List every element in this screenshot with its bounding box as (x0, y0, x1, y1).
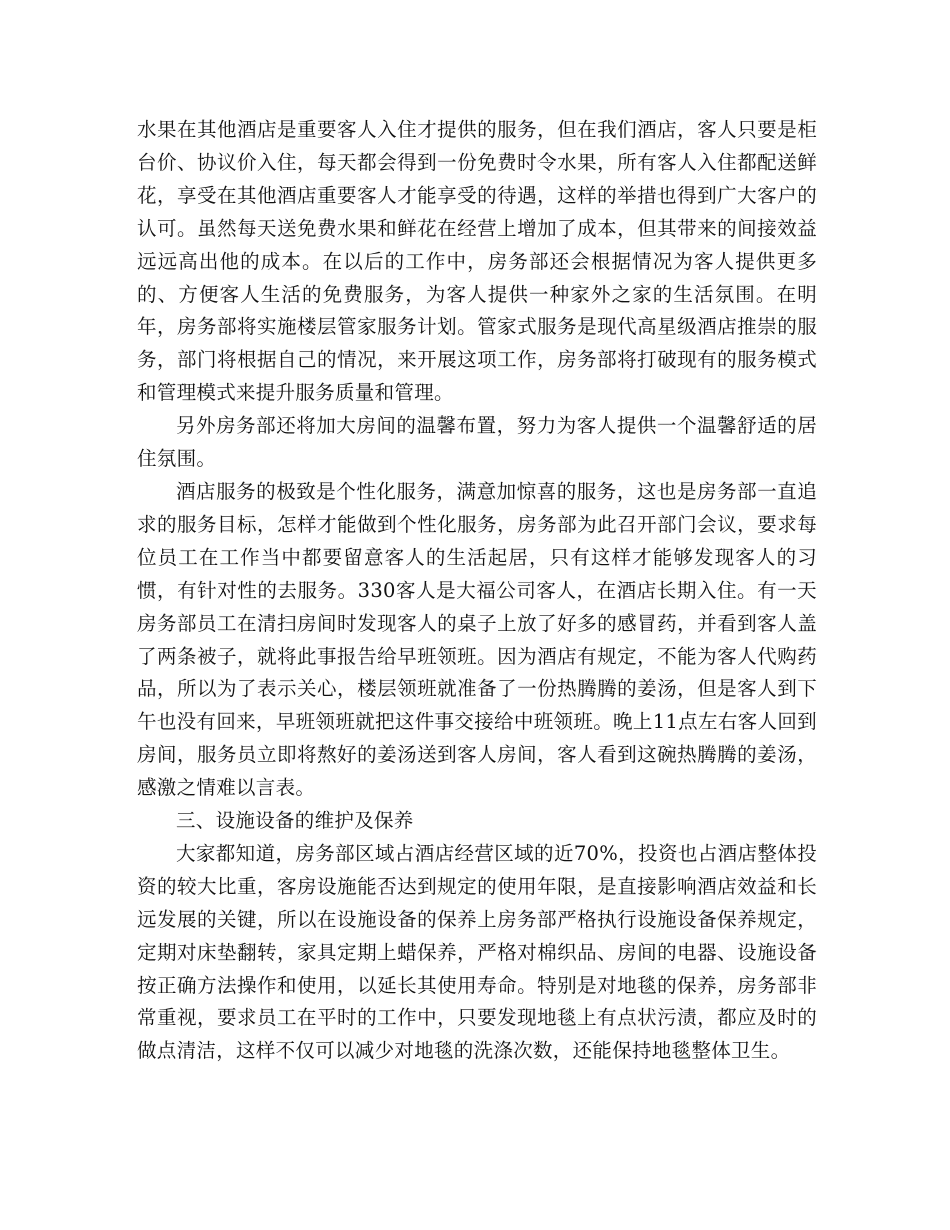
paragraph-fruit-flowers: 水果在其他酒店是重要客人入住才提供的服务，但在我们酒店，客人只要是柜台价、协议价入住，每天都会得到一份免费时令水果，所有客人入住都配送鲜花，享受在其他酒店重要客人才能享受的待遇，这样的举措也得到广大客户的认可。虽然每天送免费水果和鲜花在经营上增加了成本，但其带来的间接效益远远高出他的成本。在以后的工作中，房务部还会根据情况为客人提供更多的、方便客人生活的免费服务，为客人提供一种家外之家的生活氛围。在明年，房务部将实施楼层管家服务计划。管家式服务是现代高星级酒店推崇的服务，部门将根据自己的情况，来开展这项工作，房务部将打破现有的服务模式和管理模式来提升服务质量和管理。 (137, 118, 817, 405)
section-heading-facility-maintenance: 三、设施设备的维护及保养 (176, 809, 414, 833)
document-body (137, 114, 817, 1068)
paragraph-room-decoration: 另外房务部还将加大房间的温馨布置，努力为客人提供一个温馨舒适的居住氛围。 (137, 414, 817, 471)
paragraph-personalized-service: 酒店服务的极致是个性化服务，满意加惊喜的服务，这也是房务部一直追求的服务目标，怎样才能做到个性化服务，房务部为此召开部门会议，要求每位员工在工作当中都要留意客人的生活起居，只有这样才能够发现客人的习惯，有针对性的去服务。330客人是大福公司客人，在酒店长期入住。有一天房务部员工在清扫房间时发现客人的桌子上放了好多的感冒药，并看到客人盖了两条被子，就将此事报告给早班领班。因为酒店有规定，不能为客人代购药品，所以为了表示关心，楼层领班就准备了一份热腾腾的姜汤，但是客人到下午也没有回来，早班领班就把这件事交接给中班领班。晚上11点左右客人回到房间，服务员立即将熬好的姜汤送到客人房间，客人看到这碗热腾腾的姜汤，感激之情难以言表。 (137, 479, 817, 800)
paragraph-facility-maintenance: 大家都知道，房务部区域占酒店经营区域的近70%，投资也占酒店整体投资的较大比重，客房设施能否达到规定的使用年限，是直接影响酒店效益和长远发展的关键，所以在设施设备的保养上房务部严格执行设施设备保养规定，定期对床垫翻转，家具定期上蜡保养，严格对棉织品、房间的电器、设施设备按正确方法操作和使用，以延长其使用寿命。特别是对地毯的保养，房务部非常重视，要求员工在平时的工作中，只要发现地毯上有点状污渍，都应及时的做点清洁，这样不仅可以减少对地毯的洗涤次数，还能保持地毯整体卫生。 (137, 841, 817, 1063)
